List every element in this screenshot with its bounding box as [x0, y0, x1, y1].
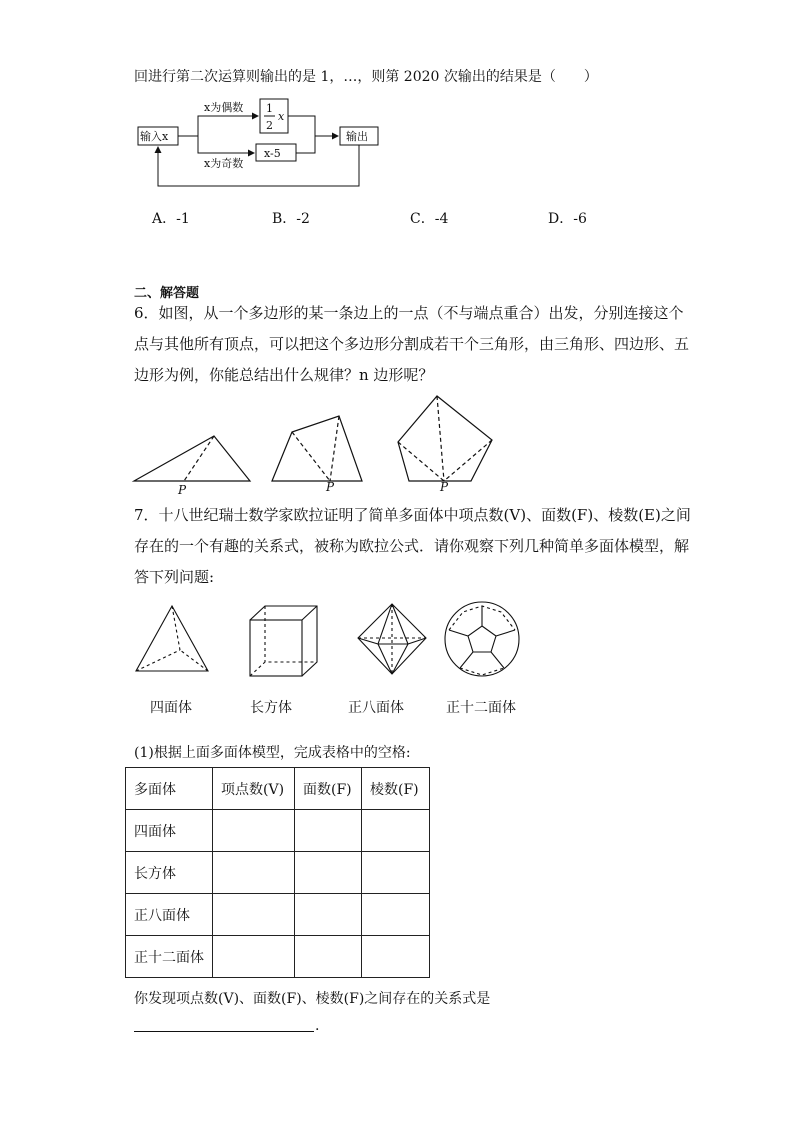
table-blank-cell[interactable]	[295, 936, 362, 978]
flow-output-label: 输出	[346, 130, 368, 143]
table-header-cell: 多面体	[126, 768, 213, 810]
p-label-quad: P	[326, 480, 335, 494]
q5-option-d[interactable]: D．-6	[548, 211, 587, 227]
table-header-cell: 项点数(V)	[213, 768, 295, 810]
flow-input-label: 输入x	[140, 130, 169, 143]
table-row	[126, 852, 430, 894]
q5-option-a[interactable]: A．-1	[152, 211, 190, 227]
q5-text: 回进行第二次运算则输出的是 1，…，则第 2020 次输出的结果是（ ）	[134, 69, 598, 85]
table-blank-cell[interactable]	[362, 810, 430, 852]
table-row-label: 正八面体	[126, 894, 213, 936]
table-row	[126, 936, 430, 978]
table-blank-cell[interactable]	[213, 936, 295, 978]
q7-sub1: (1)根据上面多面体模型，完成表格中的空格:	[134, 745, 411, 761]
tetrahedron-figure	[136, 606, 208, 671]
table-blank-cell[interactable]	[295, 852, 362, 894]
table-blank-cell[interactable]	[362, 852, 430, 894]
table-row-label: 长方体	[126, 852, 213, 894]
table-header-cell: 棱数(F)	[362, 768, 430, 810]
dodecahedron-figure	[445, 602, 519, 676]
q6-text: 6．如图，从一个多边形的某一条边上的一点（不与端点重合）出发，分别连接这个点与其他所有顶点，可以把这个多边形分割成若干个三角形，由三角形、四边形、五边形为例，你能总结出什么规律？n 边形呢？	[134, 304, 690, 384]
table-blank-cell[interactable]	[213, 894, 295, 936]
table-blank-cell[interactable]	[295, 810, 362, 852]
caption-octahedron: 正八面体	[348, 700, 404, 716]
p-label-triangle: P	[178, 483, 187, 497]
table-header-cell: 面数(F)	[295, 768, 362, 810]
p-label-pentagon: P	[440, 480, 449, 494]
quadrilateral-figure	[272, 416, 362, 481]
table-row	[126, 810, 430, 852]
polyhedra-figures	[130, 598, 530, 686]
flow-half-den: 2	[266, 119, 273, 132]
table-blank-cell[interactable]	[213, 852, 295, 894]
q5-option-b[interactable]: B．-2	[272, 211, 310, 227]
flow-minus-label: x-5	[264, 147, 281, 160]
caption-dodecahedron: 正十二面体	[446, 700, 516, 716]
polyhedra-table	[125, 767, 430, 978]
flow-even-label: x为偶数	[204, 101, 244, 114]
flow-odd-label: x为奇数	[204, 157, 244, 170]
table-blank-cell[interactable]	[362, 936, 430, 978]
caption-cuboid: 长方体	[250, 700, 292, 716]
table-row-label: 正十二面体	[126, 936, 213, 978]
table-blank-cell[interactable]	[295, 894, 362, 936]
table-row	[126, 894, 430, 936]
table-header-row	[126, 768, 430, 810]
q7-relation: 你发现项点数(V)、面数(F)、棱数(F)之间存在的关系式是	[134, 991, 491, 1007]
caption-tetrahedron: 四面体	[150, 700, 192, 716]
table-row-label: 四面体	[126, 810, 213, 852]
flow-half-var: x	[278, 110, 285, 123]
q7-text: 7．十八世纪瑞士数学家欧拉证明了简单多面体中项点数(V)、面数(F)、棱数(E)之间存在的一个有趣的关系式，被称为欧拉公式．请你观察下列几种简单多面体模型，解答下列问题:	[134, 506, 691, 586]
flowchart-diagram	[130, 95, 390, 195]
flow-half-num: 1	[266, 102, 273, 115]
table-blank-cell[interactable]	[213, 810, 295, 852]
triangle-figure	[134, 436, 250, 481]
q5-option-c[interactable]: C．-4	[410, 211, 449, 227]
octahedron-figure	[358, 604, 426, 674]
pentagon-figure	[398, 396, 492, 481]
answer-blank-line[interactable]	[134, 1031, 314, 1032]
polygon-figures	[130, 390, 510, 500]
answer-blank-end: .	[315, 1018, 320, 1034]
flow-branch-line	[178, 116, 258, 136]
flow-loop-line	[158, 145, 359, 186]
section-title: 二、解答题	[134, 286, 200, 301]
table-blank-cell[interactable]	[362, 894, 430, 936]
cuboid-figure	[250, 606, 317, 676]
